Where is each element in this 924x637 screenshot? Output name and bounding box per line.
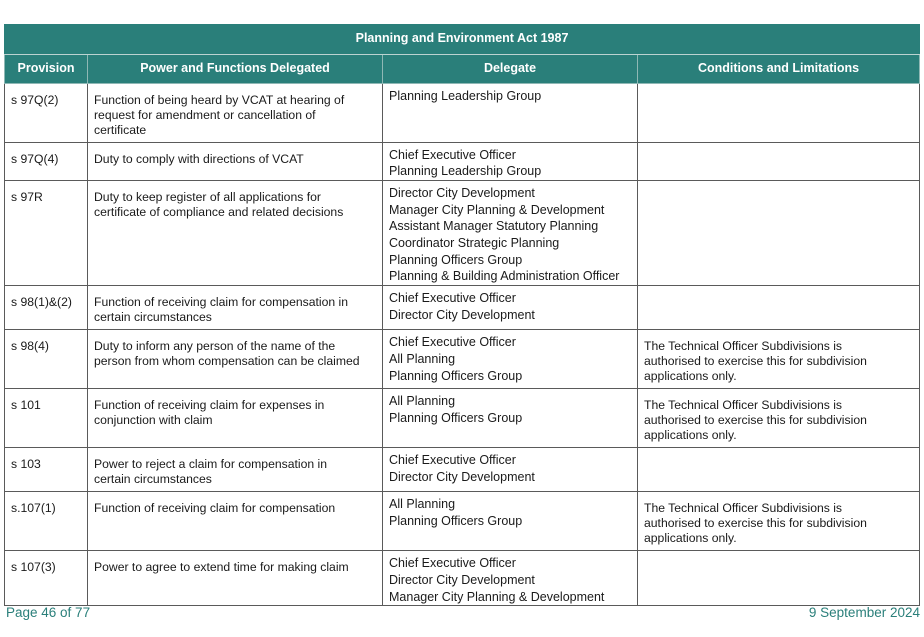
powers-cell (88, 286, 383, 330)
powers-line: Power to reject a claim for compensation in (94, 457, 328, 472)
delegate-line: Manager City Planning & Development (389, 202, 605, 217)
delegate-line: Coordinator Strategic Planning (389, 236, 560, 251)
delegate-line: Planning Officers Group (389, 410, 523, 425)
table-row (5, 448, 920, 492)
provision-cell: s 97Q(2) (5, 83, 88, 142)
table-row (5, 286, 920, 330)
provision-cell: s 97Q(4) (5, 142, 88, 180)
delegate-line: Planning Leadership Group (389, 88, 542, 103)
powers-line: certificate of compliance and related decisions (94, 204, 344, 219)
provision-cell: s.107(1) (5, 492, 88, 551)
delegate-line: All Planning (389, 497, 456, 512)
delegation-table (4, 24, 920, 606)
delegate-cell (383, 492, 638, 551)
conditions-cell (638, 180, 920, 285)
delegate-line: Planning Officers Group (389, 368, 523, 383)
delegate-line: Chief Executive Officer (389, 453, 516, 468)
delegate-cell (383, 448, 638, 492)
page-number: Page 46 of 77 (6, 605, 91, 620)
conditions-cell (638, 551, 920, 606)
conditions-line: applications only. (644, 531, 737, 546)
conditions-cell (638, 142, 920, 180)
powers-line: certain circumstances (94, 472, 212, 487)
powers-line: person from whom compensation can be claimed (94, 354, 360, 369)
conditions-line: authorised to exercise this for subdivision (644, 516, 867, 531)
delegate-line: Planning Leadership Group (389, 164, 542, 179)
delegate-line: Manager City Planning & Development (389, 589, 605, 604)
delegate-line: Assistant Manager Statutory Planning (389, 219, 599, 234)
delegate-line: Planning Officers Group (389, 513, 523, 528)
conditions-line: applications only. (644, 428, 737, 443)
delegate-cell (383, 286, 638, 330)
delegate-line: All Planning (389, 394, 456, 409)
delegate-line: Director City Development (389, 185, 535, 200)
powers-line: certificate (94, 122, 147, 137)
powers-line: Duty to keep register of all applications for (94, 189, 321, 204)
conditions-line: The Technical Officer Subdivisions is (644, 339, 843, 354)
column-header-delegate: Delegate (383, 54, 638, 83)
table-body (5, 83, 920, 606)
conditions-cell (638, 330, 920, 389)
delegate-line: Planning & Building Administration Officer (389, 269, 620, 284)
powers-line: Power to agree to extend time for making claim (94, 560, 349, 575)
delegate-line: Planning Officers Group (389, 252, 523, 267)
provision-cell: s 103 (5, 448, 88, 492)
table-row (5, 330, 920, 389)
delegate-line: Chief Executive Officer (389, 556, 516, 571)
delegate-cell (383, 83, 638, 142)
column-header-powers: Power and Functions Delegated (88, 54, 383, 83)
delegate-line: Chief Executive Officer (389, 147, 516, 162)
conditions-cell (638, 286, 920, 330)
powers-line: Duty to inform any person of the name of the (94, 339, 336, 354)
delegate-line: Director City Development (389, 469, 535, 484)
powers-cell (88, 492, 383, 551)
conditions-cell (638, 389, 920, 448)
provision-cell: s 98(1)&(2) (5, 286, 88, 330)
powers-line: Duty to comply with directions of VCAT (94, 151, 304, 166)
delegate-cell (383, 330, 638, 389)
conditions-cell (638, 448, 920, 492)
conditions-line: applications only. (644, 369, 737, 384)
powers-line: Function of receiving claim for compensation in (94, 295, 349, 310)
provision-cell: s 101 (5, 389, 88, 448)
column-header-provision: Provision (5, 54, 88, 83)
conditions-line: authorised to exercise this for subdivision (644, 413, 867, 428)
table-row (5, 142, 920, 180)
conditions-line: The Technical Officer Subdivisions is (644, 398, 843, 413)
delegate-cell (383, 389, 638, 448)
conditions-cell (638, 492, 920, 551)
provision-cell: s 97R (5, 180, 88, 285)
powers-line: request for amendment or cancellation of (94, 107, 316, 122)
document-date: 9 September 2024 (808, 605, 920, 620)
column-header-conditions: Conditions and Limitations (638, 54, 920, 83)
powers-cell (88, 142, 383, 180)
table-row (5, 551, 920, 606)
delegate-cell (383, 180, 638, 285)
table-row (5, 389, 920, 448)
delegate-line: Director City Development (389, 572, 535, 587)
provision-cell: s 107(3) (5, 551, 88, 606)
delegate-cell (383, 551, 638, 606)
powers-cell (88, 448, 383, 492)
powers-line: certain circumstances (94, 310, 212, 325)
powers-cell (88, 330, 383, 389)
delegate-line: All Planning (389, 351, 456, 366)
conditions-line: authorised to exercise this for subdivision (644, 354, 867, 369)
provision-cell: s 98(4) (5, 330, 88, 389)
powers-line: Function of receiving claim for compensation (94, 501, 336, 516)
conditions-cell (638, 83, 920, 142)
delegate-line: Director City Development (389, 307, 535, 322)
powers-line: conjunction with claim (94, 413, 213, 428)
table-row (5, 492, 920, 551)
powers-cell (88, 83, 383, 142)
powers-line: Function of receiving claim for expenses in (94, 398, 325, 413)
delegate-line: Chief Executive Officer (389, 335, 516, 350)
table-title: Planning and Environment Act 1987 (5, 24, 920, 54)
table-row (5, 180, 920, 285)
powers-cell (88, 551, 383, 606)
powers-line: Function of being heard by VCAT at hearing of (94, 92, 345, 107)
delegate-line: Chief Executive Officer (389, 291, 516, 306)
powers-cell (88, 389, 383, 448)
delegate-cell (383, 142, 638, 180)
conditions-line: The Technical Officer Subdivisions is (644, 501, 843, 516)
table-row (5, 83, 920, 142)
powers-cell (88, 180, 383, 285)
